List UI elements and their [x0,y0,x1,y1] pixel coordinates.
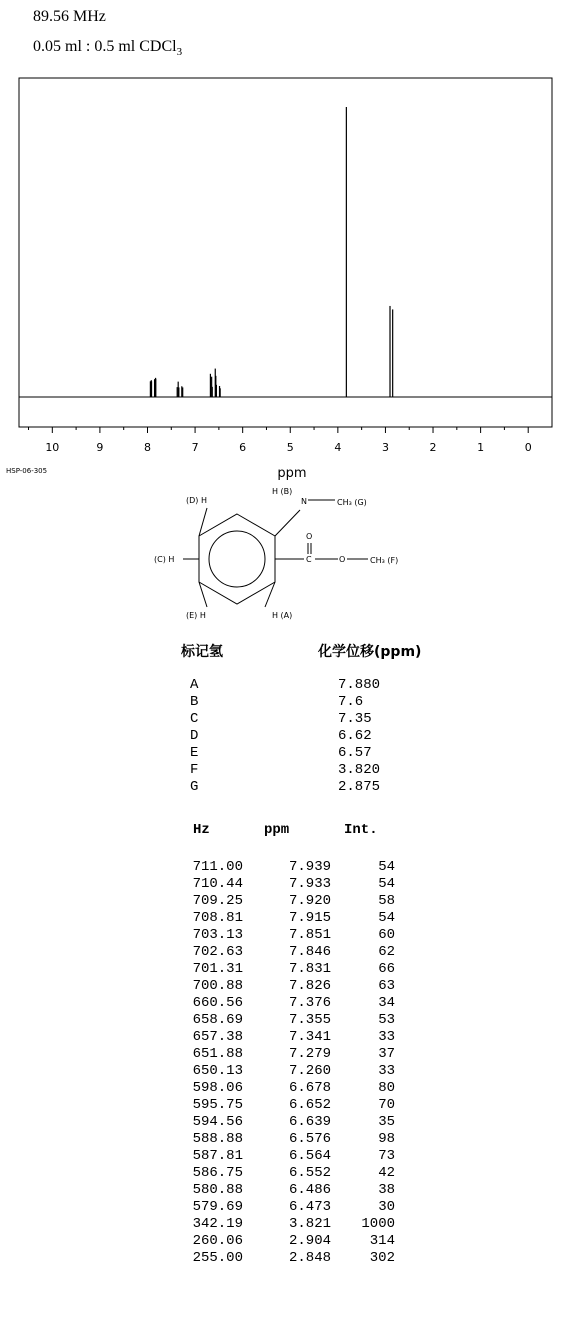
peak-int: 1000 [361,1216,395,1232]
peak-row [170,1063,395,1080]
peak-lines-group [150,107,392,397]
peak-int: 33 [378,1029,395,1045]
peak-row [170,995,395,1012]
assignment-shift-header: 化学位移(ppm) [318,644,422,660]
bond-ring-n [275,510,300,536]
peak-hz: 594.56 [192,1114,243,1130]
x-tick-label: 1 [477,441,485,454]
peak-int: 98 [378,1131,395,1147]
peak-row [170,876,395,893]
peak-ppm: 6.552 [288,1165,331,1181]
assignment-shift: 6.62 [338,728,372,744]
peak-int-header: Int. [344,822,378,838]
peak-int: 53 [378,1012,395,1028]
x-tick-label: 10 [45,441,60,454]
peak-int: 54 [378,859,395,875]
peak-ppm: 6.473 [288,1199,331,1215]
peak-ppm: 6.486 [288,1182,331,1198]
peak-ppm: 6.576 [288,1131,331,1147]
peak-int: 35 [378,1114,395,1130]
peak-hz: 711.00 [192,859,243,875]
peak-hz: 587.81 [192,1148,243,1164]
aromatic-circle [209,531,265,587]
peak-ppm: 2.904 [288,1233,331,1249]
assignment-row [190,728,380,745]
atom-label-e: (E) H [186,611,206,620]
peak-row [170,1148,395,1165]
peak-ppm-header: ppm [264,822,290,838]
assignment-label: F [190,762,199,778]
peak-hz: 709.25 [192,893,243,909]
peak-hz: 658.69 [192,1012,243,1028]
assignment-row [190,745,380,762]
peak-hz: 588.88 [192,1131,243,1147]
peak-hz: 703.13 [192,927,243,943]
peak-hz: 579.69 [192,1199,243,1215]
assignment-label: G [190,779,199,795]
assignment-shift: 6.57 [338,745,372,761]
peak-row [170,910,395,927]
atom-label-c: (C) H [154,555,175,564]
peak-ppm: 2.848 [288,1250,331,1266]
peak-int: 62 [378,944,395,960]
peak-hz: 255.00 [192,1250,243,1266]
peak-int: 54 [378,910,395,926]
x-tick-label: 9 [96,441,104,454]
plot-frame [19,78,552,427]
atom-label-n: N [301,497,307,506]
peak-int: 60 [378,927,395,943]
assignment-row [190,677,380,694]
peak-ppm: 7.826 [288,978,331,994]
peak-hz: 342.19 [192,1216,243,1232]
peak-row [170,893,395,910]
x-tick-label: 2 [429,441,437,454]
peak-ppm: 7.260 [288,1063,331,1079]
peak-row [170,859,395,876]
peak-row [170,1165,395,1182]
atom-label-carbonyl-c: C [306,555,312,564]
spectrum-code: HSP-06-305 [6,467,48,475]
atom-label-g: CH₃ (G) [337,498,367,507]
bond-ring-ha [265,582,275,607]
spectrometer-frequency: 89.56 MHz [33,8,106,25]
peak-hz: 657.38 [192,1029,243,1045]
peak-int: 34 [378,995,395,1011]
peak-hz: 708.81 [192,910,243,926]
peak-hz: 660.56 [192,995,243,1011]
peak-hz: 651.88 [192,1046,243,1062]
x-tick-label: 4 [334,441,342,454]
atom-label-a: H (A) [272,611,293,620]
x-axis-ticks [29,427,532,454]
peak-ppm: 7.831 [288,961,331,977]
peak-ppm: 6.564 [288,1148,331,1164]
x-tick-label: 3 [381,441,389,454]
peak-row [170,1250,395,1267]
peak-row [170,961,395,978]
peak-ppm: 7.933 [288,876,331,892]
assignment-row [190,711,380,728]
peak-ppm: 7.279 [288,1046,331,1062]
peak-ppm: 7.939 [288,859,331,875]
peak-int: 314 [369,1233,395,1249]
assignment-row [190,694,380,711]
peak-row [170,978,395,995]
peak-int: 37 [378,1046,395,1062]
peak-int: 73 [378,1148,395,1164]
peak-row [170,1233,395,1250]
atom-label-ester-o: O [339,555,346,564]
x-tick-label: 7 [191,441,199,454]
peak-list-table [170,859,395,1267]
x-tick-label: 8 [143,441,151,454]
peak-row [170,1029,395,1046]
peak-row [170,944,395,961]
peak-row [170,1097,395,1114]
peak-int: 38 [378,1182,395,1198]
peak-ppm: 7.376 [288,995,331,1011]
atom-label-d: (D) H [186,496,207,505]
peak-hz: 260.06 [192,1233,243,1249]
peak-int: 30 [378,1199,395,1215]
peak-ppm: 3.821 [288,1216,331,1232]
peak-hz: 700.88 [192,978,243,994]
peak-row [170,1199,395,1216]
peak-ppm: 7.846 [288,944,331,960]
peak-int: 33 [378,1063,395,1079]
sample-subscript: 3 [176,46,183,59]
peak-hz: 595.75 [192,1097,243,1113]
peak-hz: 702.63 [192,944,243,960]
atom-label-b: H (B) [272,487,293,496]
assignment-label: A [190,677,199,693]
peak-ppm: 7.341 [288,1029,331,1045]
atom-label-f: CH₃ (F) [370,556,399,565]
assignment-label: D [190,728,199,744]
peak-row [170,1114,395,1131]
peak-hz: 580.88 [192,1182,243,1198]
molecule-structure [154,487,398,620]
peak-row [170,1131,395,1148]
assignment-shift: 7.6 [338,694,364,710]
x-axis-label: ppm [277,466,307,481]
peak-hz: 650.13 [192,1063,243,1079]
peak-ppm: 7.915 [288,910,331,926]
peak-int: 70 [378,1097,395,1113]
peak-hz: 701.31 [192,961,243,977]
peak-hz: 586.75 [192,1165,243,1181]
peak-ppm: 6.652 [288,1097,331,1113]
benzene-ring [199,514,275,604]
peak-int: 58 [378,893,395,909]
peak-ppm: 7.851 [288,927,331,943]
peak-row [170,1046,395,1063]
assignment-label-header: 标记氢 [181,644,223,660]
assignment-shift: 7.880 [338,677,381,693]
peak-int: 302 [369,1250,395,1266]
peak-hz: 710.44 [192,876,243,892]
x-tick-label: 0 [524,441,532,454]
assignment-label: E [190,745,199,761]
assignment-label: C [190,711,199,727]
peak-row [170,1182,395,1199]
peak-hz: 598.06 [192,1080,243,1096]
assignment-row [190,762,380,779]
peak-int: 42 [378,1165,395,1181]
assignment-shift: 3.820 [338,762,381,778]
peak-ppm: 6.678 [288,1080,331,1096]
peak-hz-header: Hz [193,822,210,838]
peak-ppm: 6.639 [288,1114,331,1130]
peak-row [170,1012,395,1029]
peak-ppm: 7.920 [288,893,331,909]
peak-row [170,1080,395,1097]
sample-main-text: 0.05 ml : 0.5 ml CDCl [33,38,177,55]
peak-int: 66 [378,961,395,977]
peak-row [170,1216,395,1233]
nmr-spectrum-chart [0,0,570,640]
assignment-shift: 7.35 [338,711,372,727]
x-tick-label: 6 [239,441,247,454]
assignment-row [190,779,380,796]
assignment-label: B [190,694,199,710]
x-tick-label: 5 [286,441,294,454]
peak-ppm: 7.355 [288,1012,331,1028]
peak-int: 54 [378,876,395,892]
peak-int: 80 [378,1080,395,1096]
assignment-table [190,677,380,796]
peak-row [170,927,395,944]
assignment-shift: 2.875 [338,779,381,795]
peak-int: 63 [378,978,395,994]
atom-label-carbonyl-o: O [306,532,313,541]
